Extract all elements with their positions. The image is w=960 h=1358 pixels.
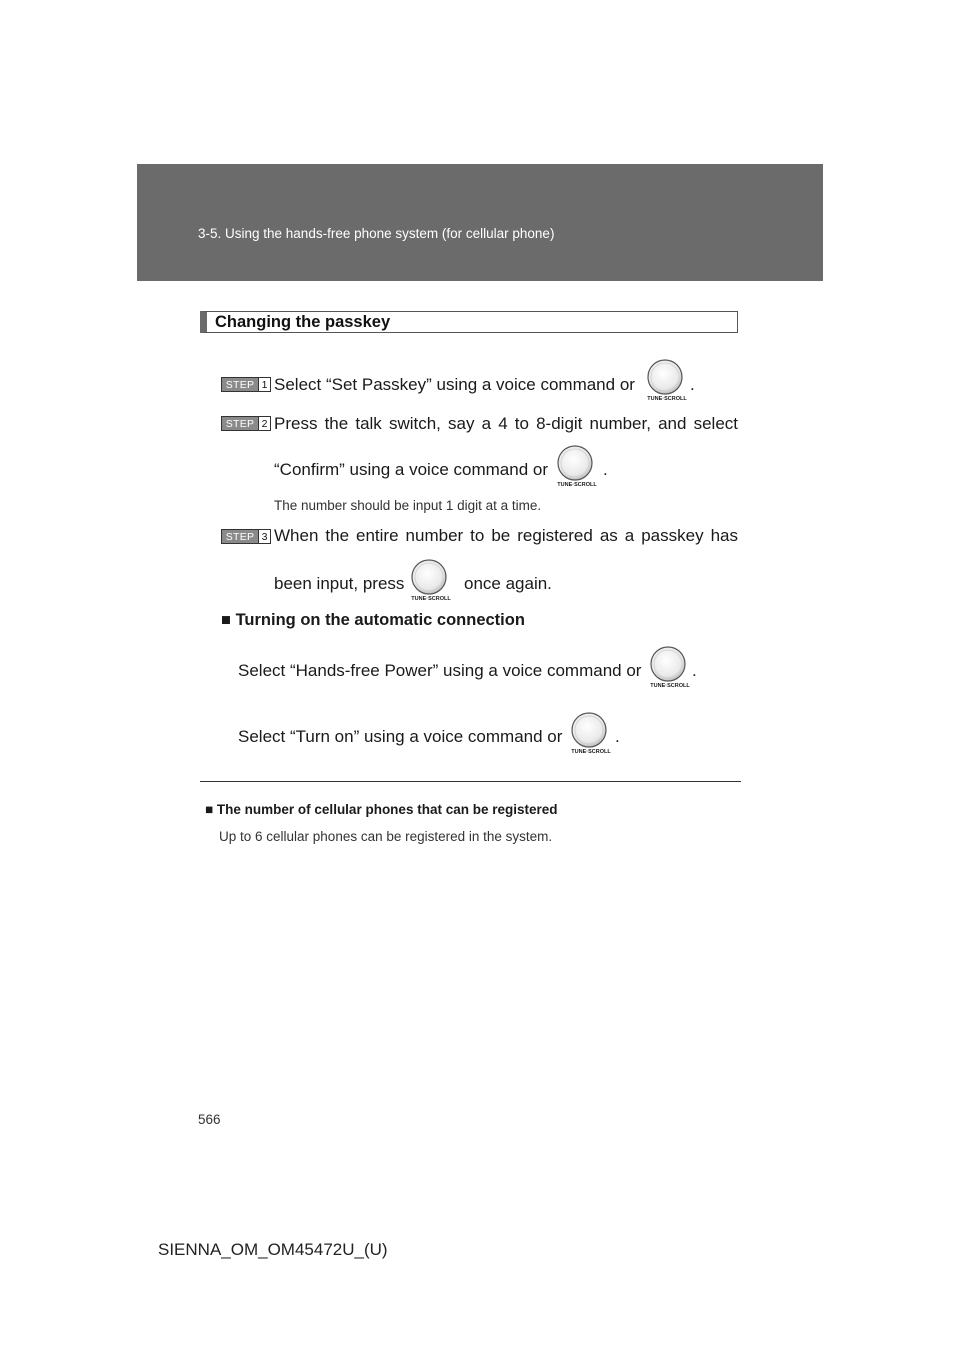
- tune-scroll-knob-icon: [569, 711, 613, 757]
- step-3-line-1: When the entire number to be registered as a passkey has: [274, 526, 738, 545]
- knob-label: TUNE·SCROLL: [557, 482, 597, 488]
- section-title: Changing the passkey: [200, 311, 738, 333]
- footnote-heading: [205, 802, 558, 817]
- step-3-line-2a: been input, press: [274, 574, 405, 593]
- step-number: 3: [258, 530, 270, 543]
- bullet-marker: ■: [221, 611, 231, 629]
- step-3-line-2b: once again.: [464, 574, 552, 593]
- document-id: SIENNA_OM_OM45472U_(U): [158, 1240, 388, 1259]
- auto-connection-period-1: .: [692, 661, 697, 680]
- step-2-line-2: “Confirm” using a voice command or: [274, 460, 548, 479]
- tune-scroll-knob-icon: [648, 645, 692, 691]
- step-badge-2: [221, 416, 271, 431]
- auto-connection-line-1: Select “Hands-free Power” using a voice command or: [238, 661, 642, 680]
- step-label: STEP: [222, 378, 258, 391]
- tune-scroll-knob-icon: [555, 444, 599, 490]
- step-number: 1: [258, 378, 270, 391]
- step-label: STEP: [222, 530, 258, 543]
- step-number: 2: [258, 417, 270, 430]
- knob-label: TUNE·SCROLL: [571, 749, 611, 755]
- section-header-title: 3-5. Using the hands-free phone system (for cellular phone): [198, 226, 555, 241]
- footnote-heading-text: The number of cellular phones that can be registered: [216, 802, 558, 817]
- knob-label: TUNE·SCROLL: [647, 396, 687, 402]
- knob-label: TUNE·SCROLL: [411, 596, 451, 602]
- knob-label: TUNE·SCROLL: [650, 683, 690, 689]
- step-1-text: Select “Set Passkey” using a voice command or: [274, 375, 635, 394]
- tune-scroll-knob-icon: [409, 558, 453, 604]
- step-1-period: .: [690, 375, 695, 394]
- tune-scroll-knob-icon: [645, 358, 689, 404]
- bullet-heading-text: Turning on the automatic connection: [235, 611, 525, 629]
- header-band: [137, 164, 823, 281]
- step-badge-1: [221, 377, 271, 392]
- auto-connection-period-2: .: [615, 727, 620, 746]
- auto-connection-line-2: Select “Turn on” using a voice command or: [238, 727, 563, 746]
- step-2-period: .: [603, 460, 608, 479]
- step-2-note: The number should be input 1 digit at a time.: [274, 498, 542, 513]
- step-label: STEP: [222, 417, 258, 430]
- step-2-line-1: Press the talk switch, say a 4 to 8-digit number, and select: [274, 414, 738, 433]
- auto-connection-heading: [221, 611, 525, 630]
- divider: [200, 781, 741, 782]
- bullet-marker: ■: [205, 802, 214, 817]
- step-badge-3: [221, 529, 271, 544]
- footnote-body: Up to 6 cellular phones can be registered in the system.: [219, 829, 553, 844]
- page-number: 566: [198, 1112, 221, 1127]
